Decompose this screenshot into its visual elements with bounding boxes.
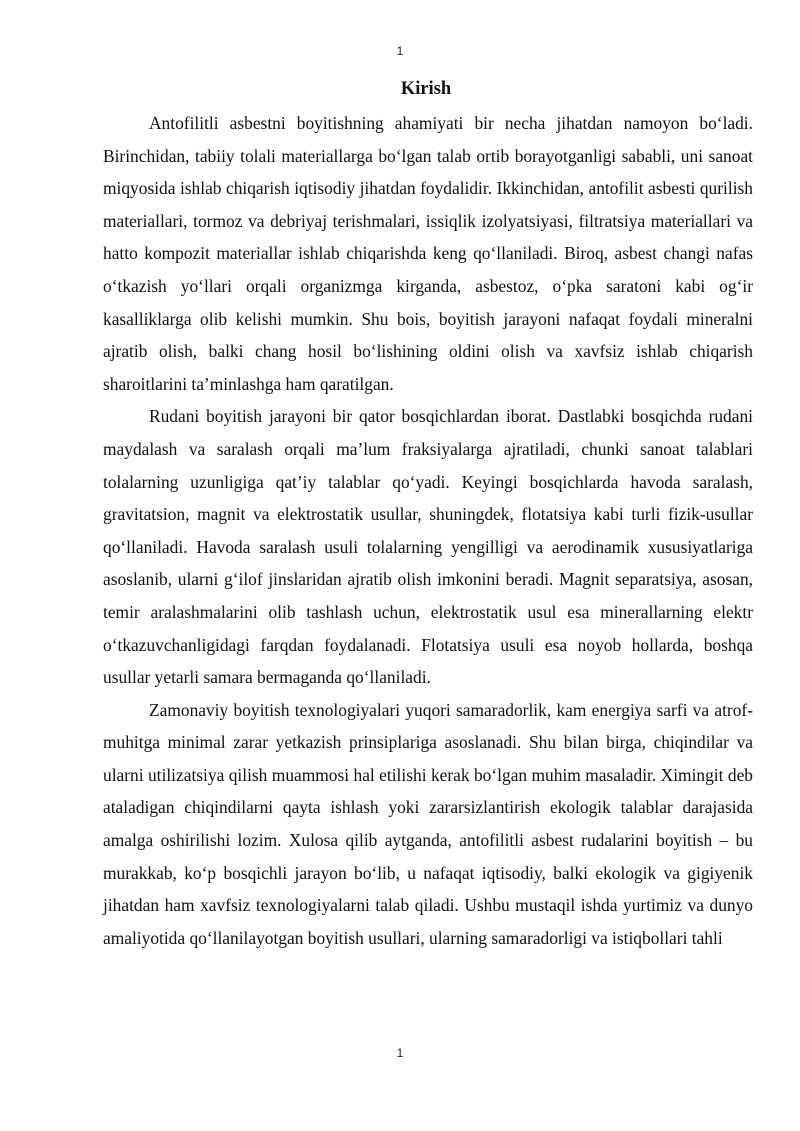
section-title: Kirish	[400, 79, 452, 99]
paragraph: Zamonaviy boyitish texnologiyalari yuqori samaradorlik, kam energiya sarfi va atrof-muhitga minimal zarar yetkazish prinsiplariga asoslanadi. Shu bilan birga, chiqindilar va ularni utilizatsiya qilish muammosi hal etilishi kerak bo‘lgan muhim masaladir. Ximingit deb ataladigan chiqindilarni qayta ishlash yoki zararsizlantirish ekologik talablar darajasida amalga oshirilishi lozim. Xulosa qilib aytganda, antofilitli asbest rudalarini boyitish – bu murakkab, ko‘p bosqichli jarayon bo‘lib, u nafaqat iqtisodiy, balki ekologik va gigiyenik jihatdan ham xavfsiz texnologiyalarni talab qiladi. Ushbu mustaqil ishda yurtimiz va dunyo amaliyotida qo‘llanilayotgan boyitish usullari, ularning samaradorligi va istiqbollari tahli	[103, 699, 753, 948]
document-body	[103, 107, 753, 954]
page-number-bottom: 1	[396, 1046, 404, 1060]
page-number-top: 1	[396, 44, 404, 58]
paragraph: Antofilitli asbestni boyitishning ahamiyati bir necha jihatdan namoyon bo‘ladi. Birinchidan, tabiiy tolali materiallarga bo‘lgan talab ortib borayotganligi sababli, uni sanoat miqyosida ishlab chiqarish iqtisodiy jihatdan foydalidir. Ikkinchidan, antofilit asbesti qurilish materiallari, tormoz va debriyaj terishmalari, issiqlik izolyatsiyasi, filtratsiya materiallari va hatto kompozit materiallar ishlab chiqarishda keng qo‘llaniladi. Biroq, asbest changi nafas o‘tkazish yo‘llari orqali organizmga kirganda, asbestoz, o‘pka saratoni kabi og‘ir kasalliklarga olib kelishi mumkin. Shu bois, boyitish jarayoni nafaqat foydali mineralni ajratib olish, balki chang hosil bo‘lishining oldini olish va xavfsiz ishlab chiqarish sharoitlarini ta’minlashga ham qaratilgan.	[103, 113, 753, 394]
paragraph: Rudani boyitish jarayoni bir qator bosqichlardan iborat. Dastlabki bosqichda rudani maydalash va saralash orqali ma’lum fraksiyalarga ajratiladi, chunki sanoat talablari tolalarning uzunligiga qat’iy talablar qo‘yadi. Keyingi bosqichlarda havoda saralash, gravitatsion, magnit va elektrostatik usullar, shuningdek, flotatsiya kabi turli fizik-usullar qo‘llaniladi. Havoda saralash usuli tolalarning yengilligi va aerodinamik xususiyatlariga asoslanib, ularni g‘ilof jinslaridan ajratib olish imkonini beradi. Magnit separatsiya, asosan, temir aralashmalarini olib tashlash uchun, elektrostatik usul esa minerallarning elektr o‘tkazuvchanligidagi farqdan foydalanadi. Flotatsiya usuli esa noyob hollarda, boshqa usullar yetarli samara bermaganda qo‘llaniladi.	[103, 406, 753, 688]
